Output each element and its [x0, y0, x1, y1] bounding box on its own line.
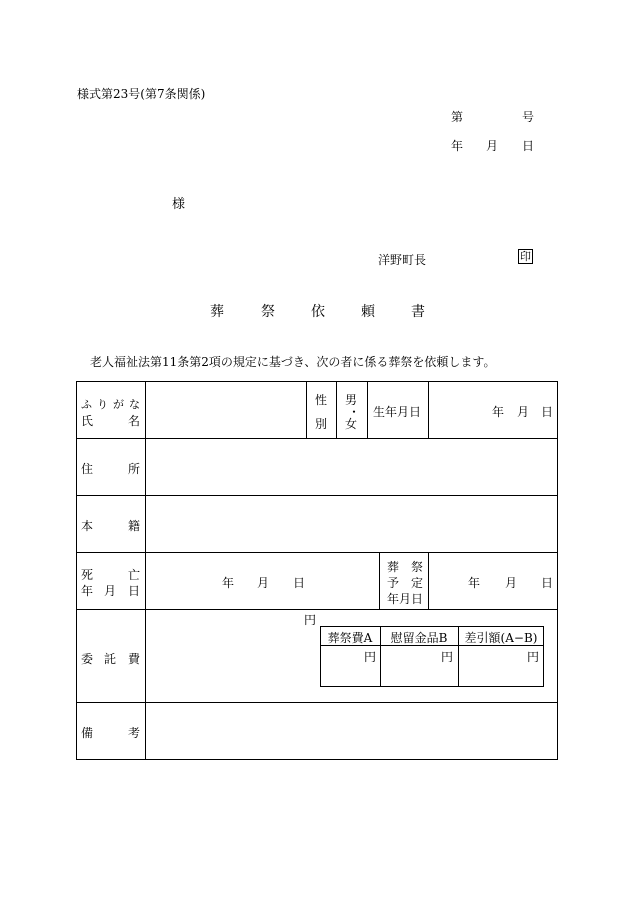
gender-label-2: 別	[315, 417, 328, 431]
fee-label-1: 委	[81, 652, 94, 666]
death-label-1: 死	[81, 568, 94, 582]
funeral-label-2b: 定	[411, 576, 424, 590]
addressee-suffix: 様	[172, 197, 186, 212]
address-label-1: 住	[81, 462, 94, 476]
form-number-label: 様式第23号(第7条関係)	[77, 87, 206, 101]
consolation-goods-b-header: 慰留金品B	[390, 631, 448, 645]
funeral-day: 日	[541, 576, 554, 590]
funeral-year: 年	[468, 576, 481, 590]
death-label-day: 日	[128, 584, 141, 598]
issuer-name: 洋野町長	[378, 253, 427, 267]
name-gender-divider	[306, 381, 307, 438]
row-divider-2	[76, 495, 558, 496]
death-month: 月	[257, 576, 270, 590]
difference-yen: 円	[527, 650, 540, 664]
domicile-label-1: 本	[81, 519, 94, 533]
remarks-label-2: 考	[128, 726, 141, 740]
row-divider-3	[76, 552, 558, 553]
death-label-month: 月	[104, 584, 117, 598]
funeral-cost-a-yen: 円	[364, 650, 377, 664]
remarks-label-1: 備	[81, 726, 94, 740]
death-day: 日	[293, 576, 306, 590]
row-divider-1	[76, 438, 558, 439]
intro-text: 老人福祉法第11条第2項の規定に基づき、次の者に係る葬祭を依頼します。	[90, 355, 496, 369]
birth-label-divider	[428, 381, 429, 438]
gender-separator: ・	[348, 405, 361, 419]
seal-mark: 印	[520, 250, 531, 263]
funeral-label-3: 年月日	[387, 592, 424, 606]
title-char-5: 書	[411, 304, 425, 320]
fee-label-2: 託	[104, 652, 117, 666]
row-divider-5	[76, 702, 558, 703]
title-char-4: 頼	[361, 304, 375, 320]
death-label-2: 亡	[128, 568, 141, 582]
furigana-label: ふりがな	[81, 398, 145, 411]
issue-day: 日	[522, 139, 535, 153]
gender-female: 女	[345, 417, 358, 431]
doc-number-dai: 第	[451, 110, 464, 124]
address-label-2: 所	[128, 462, 141, 476]
funeral-label-1b: 祭	[411, 560, 424, 574]
birth-day: 日	[541, 405, 554, 419]
death-year: 年	[222, 576, 235, 590]
title-char-3: 依	[311, 304, 325, 320]
row-divider-4	[76, 609, 558, 610]
name-label-1: 氏	[81, 414, 94, 428]
fee-yen-mark: 円	[304, 613, 317, 627]
funeral-label-divider	[428, 552, 429, 609]
name-label-2: 名	[128, 414, 141, 428]
issue-month: 月	[486, 139, 499, 153]
gender-label-1: 性	[315, 393, 328, 407]
gender-birth-divider	[367, 381, 368, 438]
funeral-cost-a-header: 葬祭費A	[327, 631, 373, 645]
domicile-label-2: 籍	[128, 519, 141, 533]
doc-number-go: 号	[522, 110, 535, 124]
death-funeral-divider	[379, 552, 380, 609]
funeral-label-2a: 予	[387, 576, 400, 590]
issue-year: 年	[451, 139, 464, 153]
fee-label-3: 費	[128, 652, 141, 666]
consolation-goods-b-yen: 円	[441, 650, 454, 664]
difference-header: 差引額(A−B)	[464, 631, 538, 645]
gender-male: 男	[345, 393, 358, 407]
title-char-2: 祭	[261, 304, 275, 320]
birth-month: 月	[517, 405, 530, 419]
gender-label-divider	[336, 381, 337, 438]
funeral-month: 月	[505, 576, 518, 590]
birthdate-label: 生年月日	[373, 405, 422, 419]
label-column-divider	[145, 381, 146, 760]
funeral-label-1a: 葬	[387, 560, 400, 574]
title-char-1: 葬	[210, 304, 224, 320]
death-label-year: 年	[81, 584, 94, 598]
birth-year: 年	[492, 405, 505, 419]
